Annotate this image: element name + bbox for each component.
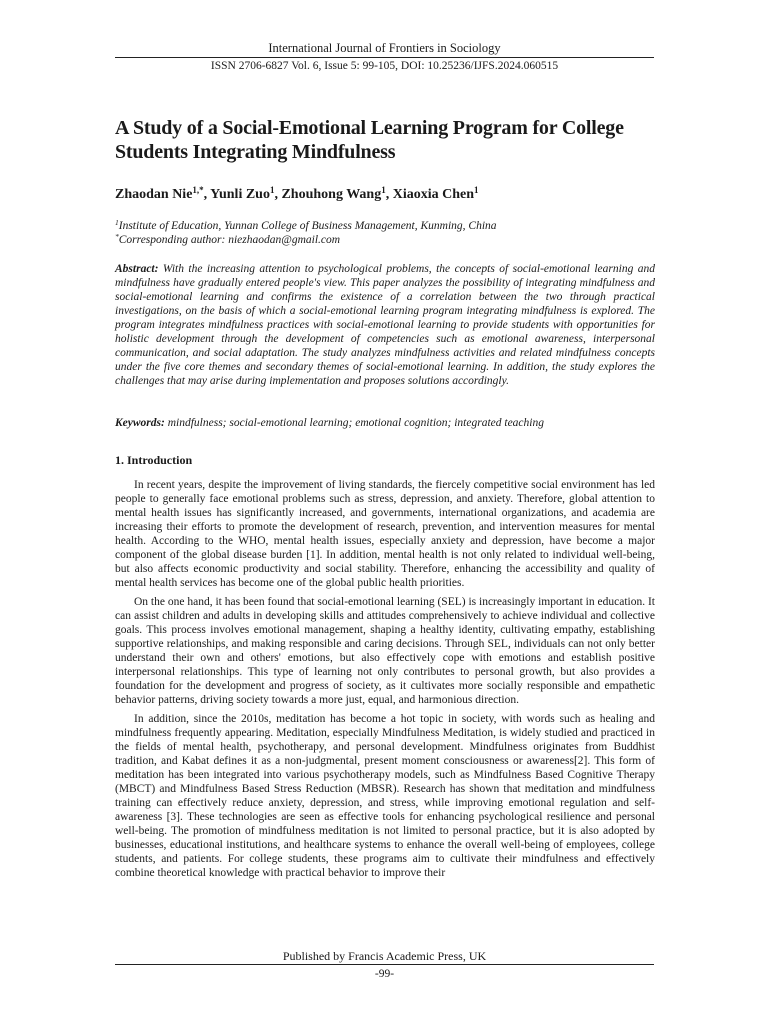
author: Zhaodan Nie$^{1,*}$,: [115, 185, 211, 202]
abstract: [115, 262, 655, 388]
page-footer: [115, 949, 654, 981]
corresponding-author: *Corresponding author: niezhaodan@gmail.com: [115, 232, 341, 246]
author: Zhouhong Wang$^1$,: [281, 185, 393, 202]
paragraph: In recent years, despite the improvement of living standards, the fiercely competitive social environment has led people to generally face emotional problems such as stress, depression, and anxiety. Therefore, global attention to mental health issues has significantly increased, and governments, international organizations, and academia are increasing their efforts to promote the development of research, prevention, and intervention measures for mental health. According to the WHO, mental health issues, especially anxiety and depression, have become a major component of the global disease burden [1]. In addition, mental health is not only related to individual well-being, but also affects economic productivity and social stability. Therefore, enhancing the accessibility and quality of mental health services has become one of the global public health priorities.: [115, 479, 655, 589]
keywords-label: Keywords:: [115, 417, 165, 429]
abstract-text: With the increasing attention to psychological problems, the concepts of social-emotional learning and mindfulness have gradually entered people's view. This paper analyzes the possibility of integrating mindfulness and social-emotional learning and confirms the existence of a correlation between the two through practical investigations, on the basis of which a social-emotional learning program integrating mindfulness is explored. The program integrates mindfulness practices with social-emotional learning to provide students with opportunities for holistic development through the development of competencies such as emotional awareness, interpersonal communication, and social adaptation. The study analyzes mindfulness activities and related mindfulness concepts under the five core themes and secondary themes of social-emotional learning. In addition, the study explores the challenges that may arise during implementation and proposes solutions accordingly.: [115, 263, 655, 387]
keywords: [115, 416, 655, 430]
section-heading-introduction: 1. Introduction: [115, 453, 193, 467]
affiliations: [115, 219, 655, 247]
author: Xiaoxia Chen$^1$: [392, 185, 479, 202]
journal-name: International Journal of Frontiers in Sociology: [268, 41, 501, 55]
page-number: -99-: [374, 968, 395, 980]
publisher-line: Published by Francis Academic Press, UK: [282, 949, 487, 963]
body-text: [115, 478, 655, 885]
keywords-text: mindfulness; social-emotional learning; emotional cognition; integrated teaching: [167, 417, 544, 429]
author: Yunli Zuo$^1$,: [210, 185, 282, 202]
paragraph: On the one hand, it has been found that social-emotional learning (SEL) is increasingly important in education. It can assist children and adults in developing skills and attitudes comprehensively to achieve individual and collective goals. This process involves emotional management, shaping a healthy identity, cultivating empathy, establishing supportive relationships, and making responsible and caring decisions. Through SEL, individuals can not only better understand their own and others' emotions, but also effectively cope with emotions and establish positive interpersonal relationships. This type of learning not only contributes to personal growth, but also provides a foundation for the development and progress of society, as it cultivates more socially responsible and empathetic behavior patterns, driving society towards a more just, equal, and harmonious direction.: [115, 596, 655, 706]
issn-line: ISSN 2706-6827 Vol. 6, Issue 5: 99-105, DOI: 10.25236/IJFS.2024.060515: [210, 60, 559, 72]
abstract-label: Abstract:: [115, 263, 159, 275]
running-header: [115, 40, 654, 73]
paragraph: In addition, since the 2010s, meditation has become a hot topic in society, with words such as healing and mindfulness frequently appearing. Meditation, especially Mindfulness Meditation, is widely studied and practiced in the fields of mental health, psychotherapy, and personal development. Mindfulness originates from Buddhist tradition, and Kabat defines it as a non-judgmental, present moment consciousness or awareness[2]. This form of meditation has been integrated into various psychotherapy models, such as Mindfulness Based Cognitive Therapy (MBCT) and Mindfulness Based Stress Reduction (MBSR). Research has shown that meditation and mindfulness training can effectively reduce anxiety, depression, and stress, while improving emotional regulation and self-awareness [3]. These technologies are seen as effective tools for enhancing psychological resilience and personal well-being. The promotion of mindfulness meditation is not limited to personal practice, but it is also adopted by businesses, educational institutions, and healthcare systems to enhance the overall well-being of employees, college students, and patients. For college students, these programs aim to cultivate their mindfulness and effectively combine theoretical knowledge with practical behavior to improve their: [115, 713, 655, 879]
author-list: [115, 186, 655, 204]
affiliation-line: $^1$Institute of Education, Yunnan College of Business Management, Kunming, China: [115, 218, 497, 232]
paper-title: A Study of a Social-Emotional Learning Program for College Students Integrating Mindfulness: [115, 117, 624, 163]
